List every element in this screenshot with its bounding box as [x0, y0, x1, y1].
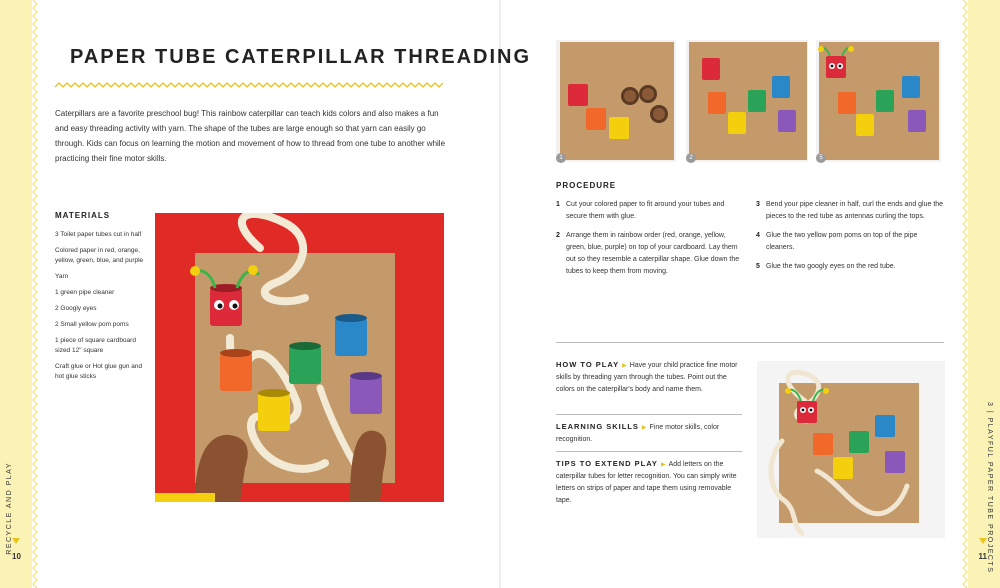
learning-skills-heading: LEARNING SKILLS	[556, 422, 639, 431]
materials-heading: MATERIALS	[55, 211, 111, 220]
materials-item: 2 Googly eyes	[55, 305, 97, 312]
materials-list	[55, 230, 150, 388]
left-page-edge-strip	[0, 0, 32, 588]
how-to-play-text: Have your child practice fine motor skills by threading yarn through the tubes. Point out the colors on the caterpillar's body and name them.	[556, 362, 738, 393]
page-title: PAPER TUBE CATERPILLAR THREADING	[70, 46, 532, 68]
procedure-step	[756, 261, 946, 273]
procedure-step	[556, 199, 746, 223]
how-to-play-block	[556, 359, 742, 396]
procedure-steps-column-1	[556, 199, 746, 285]
tips-text: Add letters on the caterpillar tubes for letter recognition. You can simply write letters on strips of paper and tape them using removable tape.	[556, 461, 737, 504]
main-caterpillar-photo	[155, 213, 444, 502]
left-page-number: 10	[12, 552, 21, 561]
step-photo-3	[816, 40, 941, 162]
step-text: Glue the two yellow pom poms on top of the pipe cleaners.	[766, 232, 918, 251]
right-running-head: 3 | PLAYFUL PAPER TUBE PROJECTS	[986, 402, 993, 574]
tips-block	[556, 458, 742, 507]
step-photo-1	[556, 40, 676, 162]
step-photo-label: 2	[686, 153, 696, 163]
procedure-step	[756, 199, 946, 223]
left-zigzag-border	[32, 0, 38, 588]
step-number: 4	[756, 232, 760, 239]
block-divider	[556, 451, 742, 452]
step-text: Arrange them in rainbow order (red, orange, yellow, green, blue, purple) on top of your cardboard. Lay them out so they resemble a caterpillar shape. Glue down the tubes to keep them from moving.	[566, 232, 740, 275]
materials-item: Colored paper in red, orange, yellow, green, blue, and purple	[55, 247, 144, 264]
right-zigzag-border	[962, 0, 968, 588]
arrow-right-icon: ▶	[660, 462, 666, 468]
left-page-marker-icon	[12, 538, 20, 544]
materials-item: 1 green pipe cleaner	[55, 289, 115, 296]
learning-skills-text: Fine motor skills, color recognition.	[556, 424, 720, 443]
step-text: Bend your pipe cleaner in half, curl the ends and glue the pieces to the red tube as antennas curling the tops.	[766, 201, 944, 220]
right-page-number: 11	[978, 552, 987, 561]
procedure-steps-column-2	[756, 199, 946, 280]
learning-skills-block	[556, 421, 742, 446]
left-running-head: RECYCLE AND PLAY	[6, 462, 13, 555]
title-zigzag-underline	[55, 82, 443, 88]
step-text: Cut your colored paper to fit around your tubes and secure them with glue.	[566, 201, 725, 220]
procedure-step	[556, 230, 746, 278]
step-text: Glue the two googly eyes on the red tube.	[766, 263, 896, 270]
tips-heading: TIPS TO EXTEND PLAY	[556, 459, 658, 468]
step-photo-label: 1	[556, 153, 566, 163]
book-spine	[499, 0, 501, 588]
step-number: 2	[556, 232, 560, 239]
right-page-edge-strip	[968, 0, 1000, 588]
arrow-right-icon: ▶	[641, 425, 647, 431]
right-page-marker-icon	[979, 538, 987, 544]
materials-item: Yarn	[55, 273, 69, 280]
procedure-heading: PROCEDURE	[556, 181, 617, 190]
intro-paragraph: Caterpillars are a favorite preschool bug! This rainbow caterpillar can teach kids colors and also makes a fun and easy threading activity with yarn. The shape of the tubes are large enough so that yarn can easily go through. Kids can focus on learning the motion and movement of how to thread from one tube to another while practicing their fine motor skills.	[55, 109, 446, 163]
arrow-right-icon: ▶	[622, 363, 627, 369]
finished-caterpillar-photo	[757, 361, 945, 538]
step-number: 5	[756, 263, 760, 270]
how-to-play-heading: HOW TO PLAY	[556, 360, 620, 369]
step-number: 1	[556, 201, 560, 208]
materials-item: 3 Toilet paper tubes cut in half	[55, 231, 142, 238]
materials-item: Craft glue or Hot glue gun and hot glue sticks	[55, 363, 143, 380]
block-divider	[556, 414, 742, 415]
materials-item: 2 Small yellow pom poms	[55, 321, 129, 328]
step-number: 3	[756, 201, 760, 208]
materials-item: 1 piece of square cardboard sized 12" square	[55, 337, 136, 354]
procedure-step	[756, 230, 946, 254]
step-photo-label: 5	[816, 153, 826, 163]
step-photo-2	[686, 40, 808, 162]
section-divider	[556, 342, 944, 343]
